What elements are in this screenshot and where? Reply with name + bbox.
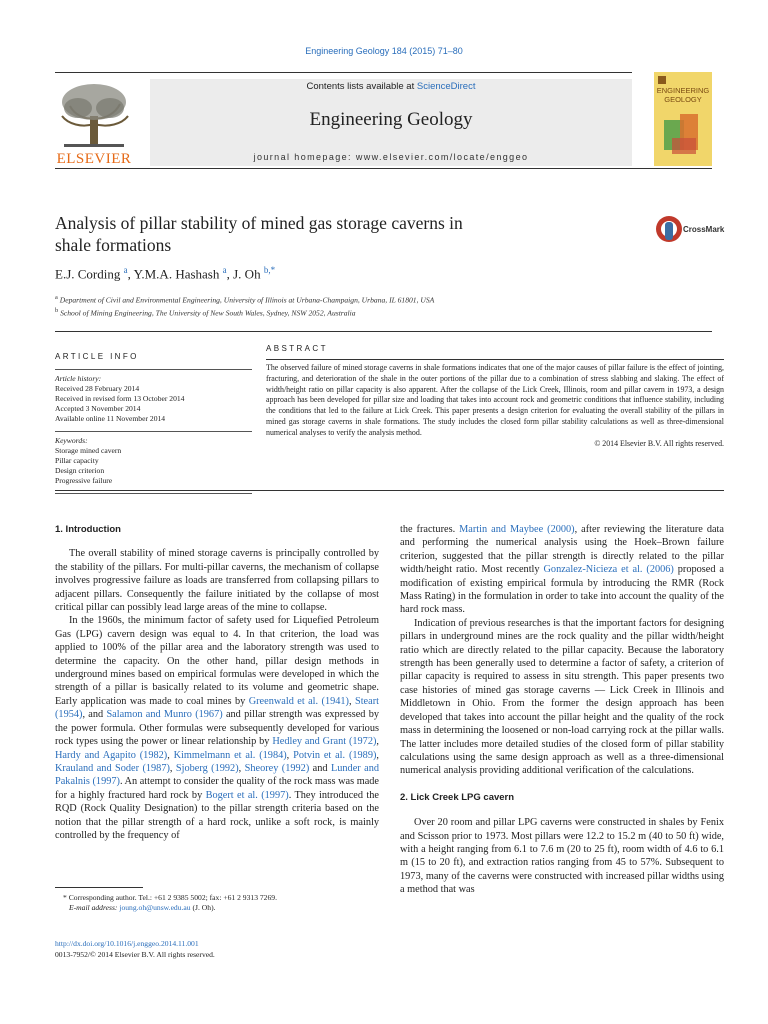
left-column [55,523,379,842]
text-run: the fractures. [400,524,460,535]
keyword: Design criterion [55,466,105,475]
abstract [266,363,724,449]
abstract-copyright: © 2014 Elsevier B.V. All rights reserved. [594,438,724,448]
citation-link[interactable]: Hardy and Agapito (1982) [55,749,168,761]
journal-reference[interactable]: Engineering Geology 184 (2015) 71–80 [305,46,463,56]
affiliation-text: School of Mining Engineering, The University of New South Wales, Sydney, NSW 2052, Australia [60,308,356,318]
citation-link[interactable]: Greenwald et al. (1941) [248,695,349,707]
abstract-heading: ABSTRACT [266,344,328,353]
history-accepted: Accepted 3 November 2014 [55,404,141,413]
citation-link[interactable]: Krauland and Soder (1987) [55,762,170,774]
intro-paragraph-1: The overall stability of mined storage caverns is principally controlled by the stability of the pillars. For multi-pillar caverns, the mechanism of collapse involves progressive failure as loads are transferred from collapsing pillars to adjacent pillars. Consequently the failure initiated by the collapse of most critical pillar can possibly lead large areas of the mine to collapse. [55,548,379,614]
text-run: In the 1960s, the minimum factor of safety used for Liquefied Petroleum Gas (LPG) cavern design was equal to 4. In that criterion, the load was applied to 100% of the pillar area and the laboratory strength was used to determine the capacity. On the other hand, pillar design methods in underground mines based on empirical formulas were developed in which the strength of a pillar is basically related to its volume and geometric shape. Early application was made to coal mines by [55,615,379,707]
section-heading-lick-creek: 2. Lick Creek LPG cavern [400,791,515,803]
right-paragraph-2: Indication of previous researches is that the important factors for designing pillars in underground mines are the rock quality and the pillar width/height ratio which are directly related to the pillar capacity. Because the laboratory strength has been generally used to determine a factor of safety, a criterion of pillar capacity is required to assess in situ strength. This paper presents two case histories of mined gas storage caverns — Lick Creek in Illinois and Middletown in Ohio. From the former the design approach has been developed that takes into account the pillar height and the quality of the rock mass in determining the loosened or non-load carrying rock at the pillar walls. The latter includes more detailed studies of the closed form of pillar stability calculations using the same design approach as well as a three-dimensional numerical analysis providing additional verification of the calculations. [400,617,724,777]
keywords [55,431,252,486]
asterisk: * [63,893,69,902]
header-rule-top [55,72,632,73]
citation-link[interactable]: Gonzalez-Nicieza et al. (2006) [543,564,674,576]
text-run: . An attempt to consider the quality of the rock mass was made for a highly fractured hard rock by [55,776,380,801]
author-name[interactable]: Y.M.A. Hashash [133,266,220,282]
history-received: Received 28 February 2014 [55,384,140,393]
journal-banner [150,79,632,166]
crossmark-badge[interactable] [654,214,734,244]
abstract-rule-bottom [55,490,724,491]
citation-link[interactable]: Potvin et al. (1989) [293,749,377,761]
cover-illustration-icon [662,112,704,158]
email-label: E-mail address: [69,903,120,912]
keywords-label: Keywords: [55,436,88,445]
crossmark-icon [654,214,684,244]
email-link[interactable]: joung.oh@unsw.edu.au [119,903,191,912]
title-line-1: Analysis of pillar stability of mined gas storage caverns in [55,213,463,233]
abstract-rule [266,359,724,360]
right-column [400,523,724,897]
journal-title: Engineering Geology [309,109,473,130]
citation-link[interactable]: Steart (1954) [55,695,379,721]
cover-title-line1: ENGINEERING [656,86,710,95]
history-revised: Received in revised form 13 October 2014 [55,394,185,403]
keyword: Progressive failure [55,476,113,485]
citation-link[interactable]: Sjoberg (1992) [175,762,239,774]
footnote [55,893,385,913]
affiliation-b [55,306,434,319]
footnote-rule [55,887,143,888]
history-online: Available online 11 November 2014 [55,414,166,423]
affiliation-a [55,293,434,306]
article-title [55,212,525,256]
header-rule-bottom [55,168,712,169]
affiliations [55,293,434,319]
text-run: , after reviewing the literature data and performing the numerical analysis using the Hoek–Brown failure criterion, suggested that the pillar strength is directly related to the pillar width/height ratio. Most recently [400,524,724,576]
intro-paragraph-2: In the 1960s, the minimum factor of safety used for Liquefied Petroleum Gas (LPG) cavern design was equal to 4. In that criterion, the load was applied to 100% of the pillar area and the laboratory strength was used to determine the capacity. On the other hand, pillar design methods in underground mines based on empirical formulas were developed in which the strength of a pillar is basically related to its volume and geometric shape. Early application was made to coal mines by Greenwald et al. (1941), Steart (1954), and Salamon and Munro (1967) and pillar strength was expressed by the power formula. Other formulas were subsequently developed for various rock types using the power or linear relationship by Hedley and Grant (1972), Hardy and Agapito (1982), Kimmelmann et al. (1984), Potvin et al. (1989), Krauland and Soder (1987), Sjoberg (1992), Sheorey (1992) and Lunder and Pakalnis (1997). An attempt to consider the quality of the rock mass was made for a highly fractured hard rock by Bogert et al. (1997). They introduced the RQD (Rock Quality Designation) to the pillar strength criteria based on the notion that the pillar strength of a hard rock, unlike a soft rock, is mainly controlled by the frequency of [55,615,380,841]
doi-link[interactable]: http://dx.doi.org/10.1016/j.enggeo.2014.11.001 [55,939,199,948]
affiliation-text: Department of Civil and Environmental Engineering, University of Illinois at Urbana-Champaign, Urbana, IL 61801, USA [59,295,435,305]
citation-link[interactable]: Martin and Maybee (2000) [459,524,575,535]
divider-rule [55,331,712,332]
text-run: . They introduced the RQD (Rock Quality Designation) to the pillar strength criteria based on the notion that the pillar strength of a hard rock, unlike a soft rock, is mainly controlled by the frequency of [55,789,379,841]
publisher-name: ELSEVIER [56,151,132,167]
author-sup[interactable]: a [123,265,128,275]
crossmark-label: CrossMark [683,225,725,234]
author-name[interactable]: J. Oh [233,266,261,282]
citation-link[interactable]: Kimmelmann et al. (1984) [173,749,287,761]
text-run: proposed a modification of existing empirical formula by introducing the RMR (Rock Mass Rating) in the formulation in order to take into account the quality of the hard rock mass. [400,564,725,616]
citation-link[interactable]: Lunder and Pakalnis (1997) [55,762,379,788]
title-line-2: shale formations [55,235,172,255]
journal-homepage[interactable]: journal homepage: www.elsevier.com/locate/enggeo [253,152,529,162]
affiliation-sup: a [55,294,58,301]
cover-title-line2: GEOLOGY [664,95,702,104]
article-info [55,352,252,494]
corresponding-author-text: Corresponding author. Tel.: +61 2 9385 5002; fax: +61 2 9313 7269. [68,893,277,902]
citation-link[interactable]: Bogert et al. (1997) [205,789,289,801]
citation-link[interactable]: Salamon and Munro (1967) [106,709,223,721]
right-paragraph-3: Over 20 room and pillar LPG caverns were constructed in shales by Fenix and Scisson prior to 1973. Most pillars were 12.2 to 15.2 m (40 to 50 ft) wide, with a height ranging from 6.1 to 7.6 m (20 to 25 ft), room width of 4.6 to 6.1 m (15 to 20 ft), and extraction ratios ranging from 45 to 57%. Subsequent to 1973, many of the caverns were constructed with increased pillar widths using a method that was [400,817,724,896]
section-heading-introduction: 1. Introduction [55,524,121,535]
corresponding-author-note [55,893,385,903]
sciencedirect-link[interactable]: ScienceDirect [416,81,476,92]
abstract-text: The observed failure of mined storage caverns in shale formations indicates that one of the major causes of pillar failure is the effect of jointing, fracturing, and deterioration of the shale in the outer portions of the pillar due to a combination of stress slabbing and slaking. The effect of width/height ratio on pillar capacity is also apparent. After the collapse of the Lick Creek, Illinois, room and pillar cavern in 1973, a design approach has been developed for pillar size and loading that takes into account rock and geometric conditions that influence stability, including the conditions that led to the failure at Lick Creek. This paper presents a design criterion for evaluating the overall stability of the pillars in mined gas storage caverns in shale formations. The study includes the closed form pillar stability calculations as well as three-dimensional numerical analyses to verify the analysis method. [266,363,724,437]
citation-link[interactable]: Sheorey (1992) [244,762,310,774]
doi-block [55,939,215,960]
history-label: Article history: [55,374,102,383]
author-list: E.J. Cording $^a$, Y.M.A. Hashash $^a$, J. Oh $^{b,*}$ [55,265,276,282]
email-suffix: (J. Oh). [190,903,216,912]
keyword: Storage mined cavern [55,446,122,455]
citation-link[interactable]: Hedley and Grant (1972) [272,736,377,748]
text-run: and [309,762,331,774]
text-run: and pillar strength was expressed by the power formula. Other formulas were subsequently developed for various rock types using the power or linear relationship by [55,709,379,748]
elsevier-logo[interactable] [54,80,134,166]
affiliation-sup: b [55,307,59,315]
cover-logo-icon [658,76,666,84]
article-history [55,369,252,424]
keyword: Pillar capacity [55,456,99,465]
contents-line [150,81,632,92]
article-info-heading: ARTICLE INFO [55,352,139,361]
text-run: , and [82,709,107,721]
right-paragraph-1 [400,523,724,617]
issn-line: 0013-7952/© 2014 Elsevier B.V. All rights reserved. [55,949,215,959]
journal-cover[interactable] [654,72,712,166]
author-sup[interactable]: a [222,265,227,275]
author-sup[interactable]: b,* [263,265,276,275]
author-name[interactable]: E.J. Cording [55,266,121,282]
email-note [55,903,385,913]
info-rule [55,493,252,494]
contents-prefix: Contents lists available at [306,81,417,92]
